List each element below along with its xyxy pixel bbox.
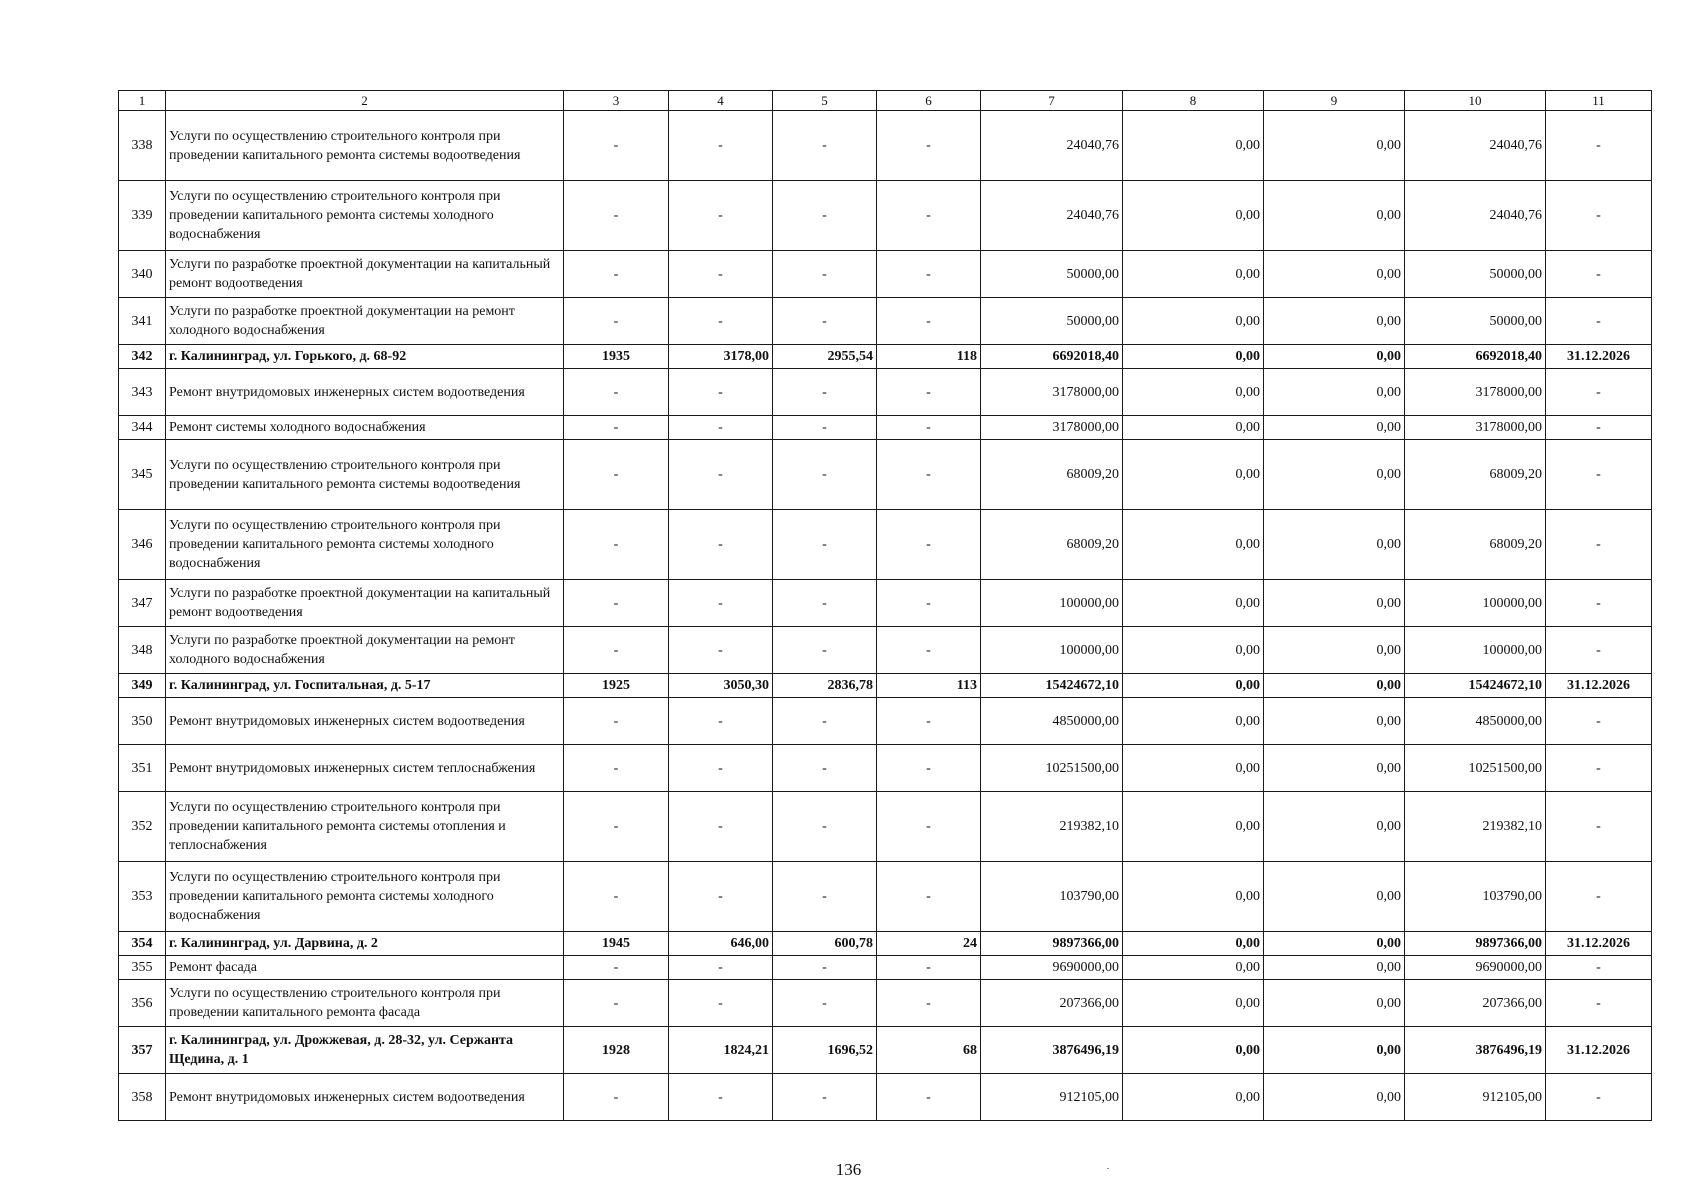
area-living-cell: 2836,78	[773, 674, 877, 698]
table-row	[119, 510, 1652, 580]
scan-speck	[1107, 1168, 1109, 1169]
budget-cell: 0,00	[1264, 792, 1405, 862]
area-total-cell: -	[669, 111, 773, 181]
owners-cell: 50000,00	[1405, 251, 1546, 298]
owners-cell: 912105,00	[1405, 1074, 1546, 1121]
table-row	[119, 745, 1652, 792]
budget-cell: 0,00	[1264, 980, 1405, 1027]
area-total-cell: -	[669, 181, 773, 251]
row-number: 350	[119, 698, 166, 745]
area-living-cell: -	[773, 369, 877, 416]
row-number: 357	[119, 1027, 166, 1074]
owners-cell: 207366,00	[1405, 980, 1546, 1027]
budget-cell: 0,00	[1264, 345, 1405, 369]
row-description: Услуги по осуществлению строительного контроля при проведении капитального ремонта системы водоотведения	[166, 440, 564, 510]
total-cost-cell: 207366,00	[981, 980, 1123, 1027]
deadline-cell: -	[1546, 440, 1652, 510]
deadline-cell: -	[1546, 510, 1652, 580]
area-total-cell: -	[669, 510, 773, 580]
residents-cell: -	[877, 1074, 981, 1121]
area-living-cell: -	[773, 416, 877, 440]
residents-cell: -	[877, 510, 981, 580]
owners-cell: 100000,00	[1405, 580, 1546, 627]
area-total-cell: -	[669, 1074, 773, 1121]
year-cell: -	[564, 792, 669, 862]
row-description: г. Калининград, ул. Дарвина, д. 2	[166, 932, 564, 956]
column-header: 9	[1264, 91, 1405, 111]
year-cell: 1925	[564, 674, 669, 698]
year-cell: -	[564, 416, 669, 440]
year-cell: -	[564, 440, 669, 510]
budget-cell: 0,00	[1264, 745, 1405, 792]
row-description: Ремонт внутридомовых инженерных систем водоотведения	[166, 1074, 564, 1121]
total-cost-cell: 3876496,19	[981, 1027, 1123, 1074]
total-cost-cell: 912105,00	[981, 1074, 1123, 1121]
row-number: 347	[119, 580, 166, 627]
year-cell: -	[564, 627, 669, 674]
row-description: Услуги по разработке проектной документации на капитальный ремонт водоотведения	[166, 251, 564, 298]
table-body	[119, 91, 1652, 1121]
area-total-cell: -	[669, 298, 773, 345]
owners-cell: 3876496,19	[1405, 1027, 1546, 1074]
year-cell: -	[564, 251, 669, 298]
year-cell: -	[564, 181, 669, 251]
fund-cell: 0,00	[1123, 580, 1264, 627]
fund-cell: 0,00	[1123, 932, 1264, 956]
total-cost-cell: 9690000,00	[981, 956, 1123, 980]
column-header: 2	[166, 91, 564, 111]
fund-cell: 0,00	[1123, 627, 1264, 674]
year-cell: -	[564, 580, 669, 627]
area-total-cell: -	[669, 862, 773, 932]
document-table	[118, 90, 1652, 1121]
deadline-cell: -	[1546, 298, 1652, 345]
area-total-cell: -	[669, 440, 773, 510]
table-row	[119, 862, 1652, 932]
residents-cell: -	[877, 251, 981, 298]
area-living-cell: -	[773, 792, 877, 862]
fund-cell: 0,00	[1123, 298, 1264, 345]
area-living-cell: -	[773, 745, 877, 792]
year-cell: -	[564, 1074, 669, 1121]
row-number: 341	[119, 298, 166, 345]
total-cost-cell: 3178000,00	[981, 416, 1123, 440]
residents-cell: -	[877, 440, 981, 510]
table-row	[119, 932, 1652, 956]
row-number: 348	[119, 627, 166, 674]
year-cell: -	[564, 698, 669, 745]
area-living-cell: -	[773, 1074, 877, 1121]
fund-cell: 0,00	[1123, 369, 1264, 416]
budget-cell: 0,00	[1264, 1074, 1405, 1121]
fund-cell: 0,00	[1123, 1074, 1264, 1121]
row-description: Ремонт системы холодного водоснабжения	[166, 416, 564, 440]
table-row	[119, 1027, 1652, 1074]
year-cell: 1935	[564, 345, 669, 369]
table-row	[119, 674, 1652, 698]
row-description: Ремонт фасада	[166, 956, 564, 980]
area-living-cell: -	[773, 298, 877, 345]
row-number: 349	[119, 674, 166, 698]
table-row	[119, 345, 1652, 369]
fund-cell: 0,00	[1123, 745, 1264, 792]
residents-cell: -	[877, 745, 981, 792]
residents-cell: -	[877, 580, 981, 627]
table-row	[119, 369, 1652, 416]
fund-cell: 0,00	[1123, 698, 1264, 745]
area-living-cell: -	[773, 862, 877, 932]
fund-cell: 0,00	[1123, 111, 1264, 181]
row-number: 354	[119, 932, 166, 956]
row-number: 352	[119, 792, 166, 862]
owners-cell: 3178000,00	[1405, 369, 1546, 416]
row-number: 356	[119, 980, 166, 1027]
column-header: 5	[773, 91, 877, 111]
budget-cell: 0,00	[1264, 440, 1405, 510]
fund-cell: 0,00	[1123, 792, 1264, 862]
deadline-cell: -	[1546, 745, 1652, 792]
table-row	[119, 1074, 1652, 1121]
row-number: 342	[119, 345, 166, 369]
owners-cell: 3178000,00	[1405, 416, 1546, 440]
total-cost-cell: 100000,00	[981, 580, 1123, 627]
residents-cell: -	[877, 627, 981, 674]
page-number: 136	[835, 1160, 862, 1179]
table-row	[119, 980, 1652, 1027]
budget-cell: 0,00	[1264, 181, 1405, 251]
row-number: 339	[119, 181, 166, 251]
total-cost-cell: 3178000,00	[981, 369, 1123, 416]
area-total-cell: -	[669, 792, 773, 862]
owners-cell: 24040,76	[1405, 111, 1546, 181]
owners-cell: 50000,00	[1405, 298, 1546, 345]
total-cost-cell: 68009,20	[981, 440, 1123, 510]
table-row	[119, 251, 1652, 298]
budget-cell: 0,00	[1264, 580, 1405, 627]
deadline-cell: -	[1546, 251, 1652, 298]
deadline-cell: -	[1546, 181, 1652, 251]
total-cost-cell: 10251500,00	[981, 745, 1123, 792]
total-cost-cell: 68009,20	[981, 510, 1123, 580]
row-description: Услуги по осуществлению строительного контроля при проведении капитального ремонта системы отопления и теплоснабжения	[166, 792, 564, 862]
fund-cell: 0,00	[1123, 416, 1264, 440]
owners-cell: 103790,00	[1405, 862, 1546, 932]
column-header: 8	[1123, 91, 1264, 111]
area-total-cell: -	[669, 627, 773, 674]
area-total-cell: -	[669, 745, 773, 792]
column-header: 1	[119, 91, 166, 111]
table-row	[119, 181, 1652, 251]
area-living-cell: 1696,52	[773, 1027, 877, 1074]
deadline-cell: -	[1546, 980, 1652, 1027]
row-number: 340	[119, 251, 166, 298]
year-cell: -	[564, 745, 669, 792]
row-description: Услуги по осуществлению строительного контроля при проведении капитального ремонта фасада	[166, 980, 564, 1027]
deadline-cell: 31.12.2026	[1546, 674, 1652, 698]
fund-cell: 0,00	[1123, 345, 1264, 369]
deadline-cell: -	[1546, 956, 1652, 980]
fund-cell: 0,00	[1123, 181, 1264, 251]
budget-cell: 0,00	[1264, 251, 1405, 298]
deadline-cell: -	[1546, 580, 1652, 627]
total-cost-cell: 219382,10	[981, 792, 1123, 862]
deadline-cell: -	[1546, 627, 1652, 674]
residents-cell: -	[877, 980, 981, 1027]
area-living-cell: -	[773, 440, 877, 510]
deadline-cell: -	[1546, 111, 1652, 181]
row-description: Ремонт внутридомовых инженерных систем теплоснабжения	[166, 745, 564, 792]
owners-cell: 24040,76	[1405, 181, 1546, 251]
budget-cell: 0,00	[1264, 298, 1405, 345]
residents-cell: 24	[877, 932, 981, 956]
column-header: 7	[981, 91, 1123, 111]
area-living-cell: 2955,54	[773, 345, 877, 369]
residents-cell: 118	[877, 345, 981, 369]
owners-cell: 100000,00	[1405, 627, 1546, 674]
row-description: Услуги по разработке проектной документации на капитальный ремонт водоотведения	[166, 580, 564, 627]
table-row	[119, 698, 1652, 745]
budget-cell: 0,00	[1264, 932, 1405, 956]
fund-cell: 0,00	[1123, 251, 1264, 298]
area-living-cell: -	[773, 627, 877, 674]
owners-cell: 219382,10	[1405, 792, 1546, 862]
residents-cell: 113	[877, 674, 981, 698]
year-cell: 1928	[564, 1027, 669, 1074]
budget-cell: 0,00	[1264, 510, 1405, 580]
table-row	[119, 111, 1652, 181]
year-cell: -	[564, 111, 669, 181]
fund-cell: 0,00	[1123, 956, 1264, 980]
row-description: Ремонт внутридомовых инженерных систем водоотведения	[166, 698, 564, 745]
total-cost-cell: 4850000,00	[981, 698, 1123, 745]
deadline-cell: 31.12.2026	[1546, 345, 1652, 369]
residents-cell: -	[877, 369, 981, 416]
area-living-cell: -	[773, 956, 877, 980]
row-description: Услуги по осуществлению строительного контроля при проведении капитального ремонта системы водоотведения	[166, 111, 564, 181]
budget-cell: 0,00	[1264, 674, 1405, 698]
year-cell: -	[564, 369, 669, 416]
row-description: г. Калининград, ул. Дрожжевая, д. 28-32, ул. Сержанта Щедина, д. 1	[166, 1027, 564, 1074]
row-number: 351	[119, 745, 166, 792]
budget-cell: 0,00	[1264, 627, 1405, 674]
fund-cell: 0,00	[1123, 440, 1264, 510]
total-cost-cell: 15424672,10	[981, 674, 1123, 698]
row-description: Услуги по осуществлению строительного контроля при проведении капитального ремонта системы холодного водоснабжения	[166, 181, 564, 251]
area-total-cell: -	[669, 580, 773, 627]
residents-cell: -	[877, 792, 981, 862]
owners-cell: 15424672,10	[1405, 674, 1546, 698]
area-living-cell: 600,78	[773, 932, 877, 956]
residents-cell: -	[877, 956, 981, 980]
owners-cell: 68009,20	[1405, 440, 1546, 510]
deadline-cell: -	[1546, 416, 1652, 440]
table-row	[119, 440, 1652, 510]
row-description: Ремонт внутридомовых инженерных систем водоотведения	[166, 369, 564, 416]
area-total-cell: -	[669, 416, 773, 440]
column-header: 4	[669, 91, 773, 111]
area-living-cell: -	[773, 510, 877, 580]
header-row	[119, 91, 1652, 111]
area-living-cell: -	[773, 980, 877, 1027]
area-total-cell: 3178,00	[669, 345, 773, 369]
deadline-cell: -	[1546, 698, 1652, 745]
budget-cell: 0,00	[1264, 862, 1405, 932]
total-cost-cell: 24040,76	[981, 181, 1123, 251]
owners-cell: 9690000,00	[1405, 956, 1546, 980]
year-cell: -	[564, 980, 669, 1027]
total-cost-cell: 50000,00	[981, 251, 1123, 298]
owners-cell: 6692018,40	[1405, 345, 1546, 369]
column-header: 6	[877, 91, 981, 111]
area-total-cell: -	[669, 956, 773, 980]
table-row	[119, 956, 1652, 980]
row-number: 353	[119, 862, 166, 932]
residents-cell: -	[877, 416, 981, 440]
total-cost-cell: 9897366,00	[981, 932, 1123, 956]
table-row	[119, 416, 1652, 440]
total-cost-cell: 103790,00	[981, 862, 1123, 932]
area-total-cell: -	[669, 698, 773, 745]
fund-cell: 0,00	[1123, 980, 1264, 1027]
column-header: 10	[1405, 91, 1546, 111]
row-description: г. Калининград, ул. Госпитальная, д. 5-17	[166, 674, 564, 698]
residents-cell: 68	[877, 1027, 981, 1074]
year-cell: -	[564, 298, 669, 345]
area-total-cell: -	[669, 251, 773, 298]
area-living-cell: -	[773, 251, 877, 298]
area-total-cell: -	[669, 980, 773, 1027]
area-living-cell: -	[773, 698, 877, 745]
budget-cell: 0,00	[1264, 369, 1405, 416]
budget-cell: 0,00	[1264, 416, 1405, 440]
table-row	[119, 627, 1652, 674]
row-number: 345	[119, 440, 166, 510]
area-total-cell: -	[669, 369, 773, 416]
row-description: г. Калининград, ул. Горького, д. 68-92	[166, 345, 564, 369]
residents-cell: -	[877, 698, 981, 745]
deadline-cell: -	[1546, 369, 1652, 416]
budget-cell: 0,00	[1264, 111, 1405, 181]
total-cost-cell: 24040,76	[981, 111, 1123, 181]
budget-cell: 0,00	[1264, 698, 1405, 745]
residents-cell: -	[877, 298, 981, 345]
row-number: 344	[119, 416, 166, 440]
area-living-cell: -	[773, 580, 877, 627]
row-number: 355	[119, 956, 166, 980]
row-number: 346	[119, 510, 166, 580]
area-living-cell: -	[773, 111, 877, 181]
table-row	[119, 792, 1652, 862]
column-header: 11	[1546, 91, 1652, 111]
row-description: Услуги по осуществлению строительного контроля при проведении капитального ремонта системы холодного водоснабжения	[166, 510, 564, 580]
row-number: 358	[119, 1074, 166, 1121]
table-row	[119, 580, 1652, 627]
residents-cell: -	[877, 111, 981, 181]
deadline-cell: -	[1546, 862, 1652, 932]
owners-cell: 4850000,00	[1405, 698, 1546, 745]
column-header: 3	[564, 91, 669, 111]
owners-cell: 68009,20	[1405, 510, 1546, 580]
year-cell: 1945	[564, 932, 669, 956]
fund-cell: 0,00	[1123, 862, 1264, 932]
residents-cell: -	[877, 181, 981, 251]
area-living-cell: -	[773, 181, 877, 251]
budget-cell: 0,00	[1264, 1027, 1405, 1074]
area-total-cell: 3050,30	[669, 674, 773, 698]
budget-cell: 0,00	[1264, 956, 1405, 980]
deadline-cell: 31.12.2026	[1546, 1027, 1652, 1074]
row-number: 343	[119, 369, 166, 416]
fund-cell: 0,00	[1123, 1027, 1264, 1074]
total-cost-cell: 6692018,40	[981, 345, 1123, 369]
row-description: Услуги по осуществлению строительного контроля при проведении капитального ремонта системы холодного водоснабжения	[166, 862, 564, 932]
deadline-cell: -	[1546, 792, 1652, 862]
table-row	[119, 298, 1652, 345]
row-number: 338	[119, 111, 166, 181]
fund-cell: 0,00	[1123, 510, 1264, 580]
deadline-cell: -	[1546, 1074, 1652, 1121]
residents-cell: -	[877, 862, 981, 932]
owners-cell: 9897366,00	[1405, 932, 1546, 956]
total-cost-cell: 100000,00	[981, 627, 1123, 674]
row-description: Услуги по разработке проектной документации на ремонт холодного водоснабжения	[166, 627, 564, 674]
year-cell: -	[564, 862, 669, 932]
row-description: Услуги по разработке проектной документации на ремонт холодного водоснабжения	[166, 298, 564, 345]
owners-cell: 10251500,00	[1405, 745, 1546, 792]
area-total-cell: 1824,21	[669, 1027, 773, 1074]
year-cell: -	[564, 956, 669, 980]
area-total-cell: 646,00	[669, 932, 773, 956]
deadline-cell: 31.12.2026	[1546, 932, 1652, 956]
total-cost-cell: 50000,00	[981, 298, 1123, 345]
fund-cell: 0,00	[1123, 674, 1264, 698]
year-cell: -	[564, 510, 669, 580]
